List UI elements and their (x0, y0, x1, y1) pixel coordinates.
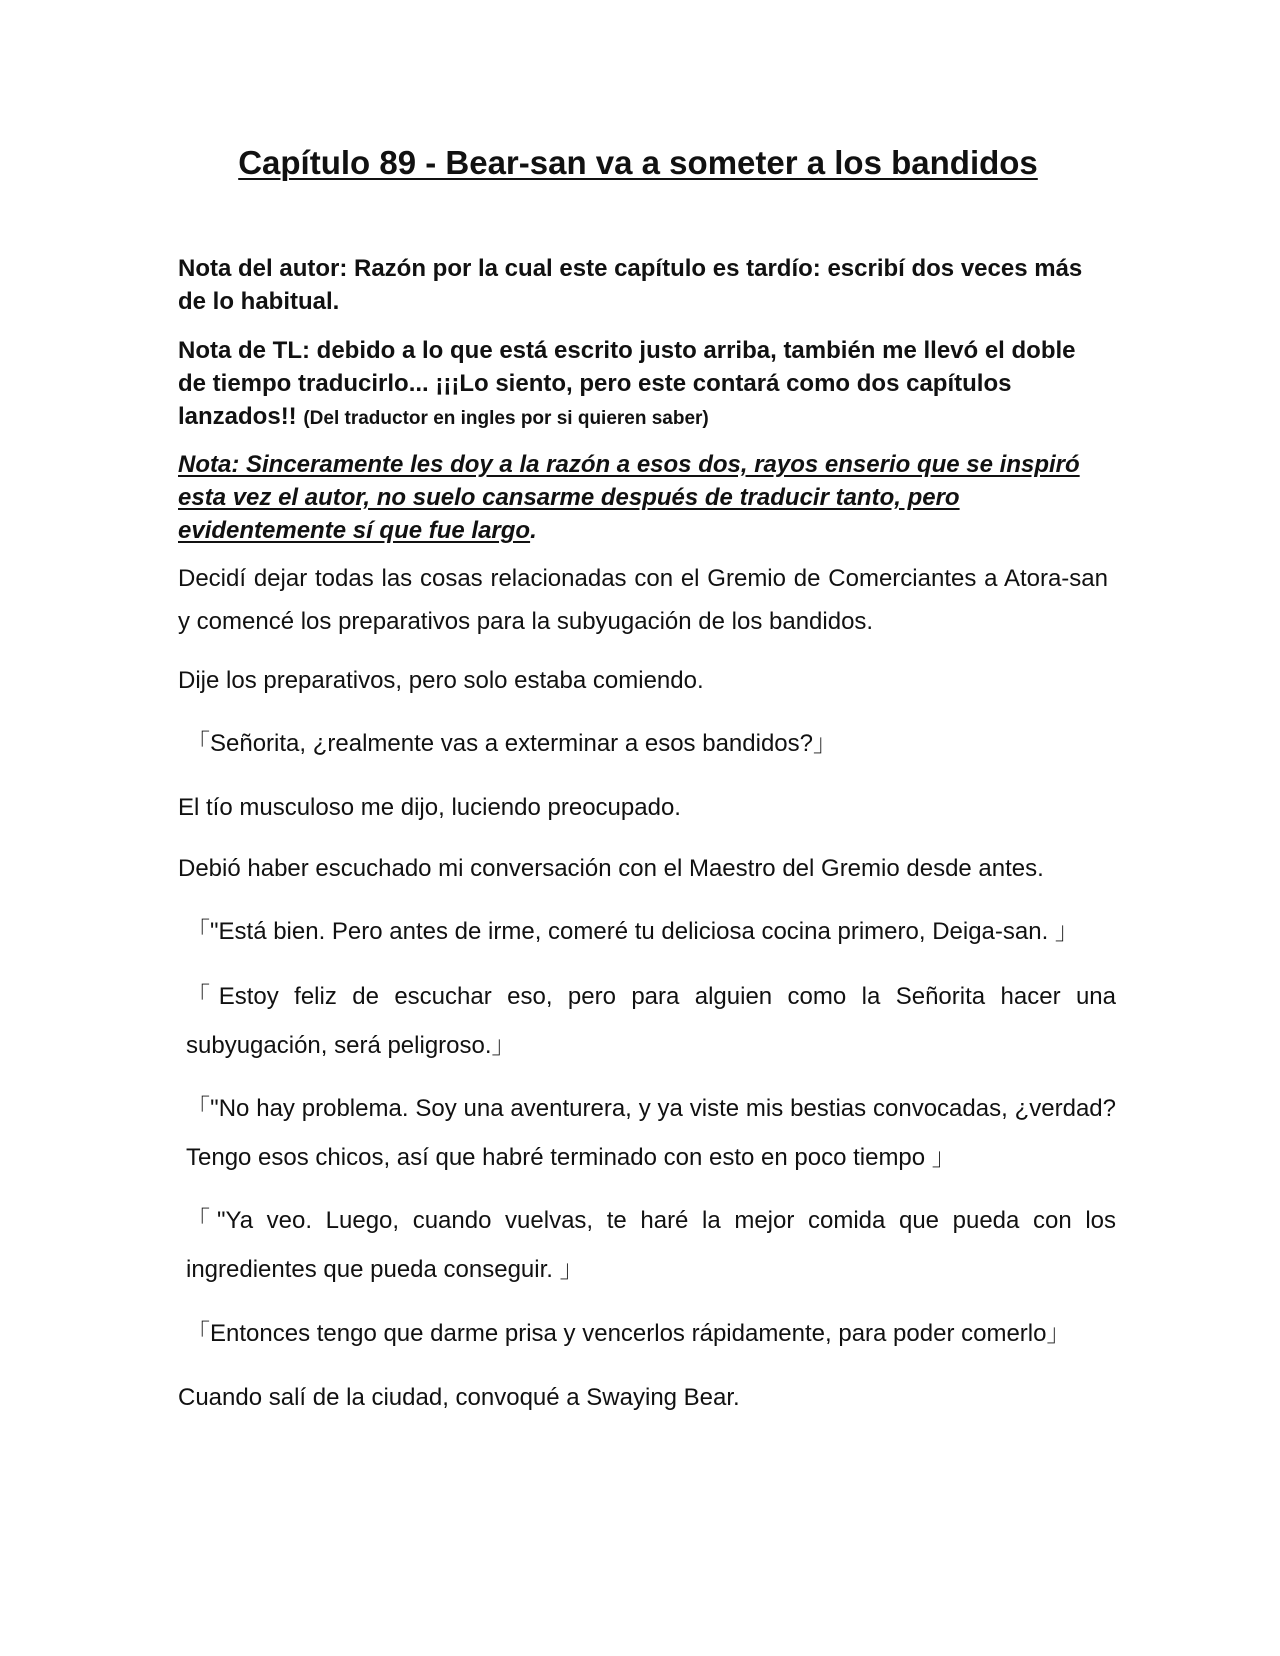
dialogue-line: 「Estoy feliz de escuchar eso, pero para alguien como la Señorita hacer una subyugación, será peligroso.」 (186, 983, 1116, 1059)
story-paragraph: El tío musculoso me dijo, luciendo preocupado. (178, 794, 681, 821)
translator-note-small: (Del traductor en ingles por si quieren saber) (303, 408, 709, 429)
dialogue-line: 「Entonces tengo que darme prisa y vencerlos rápidamente, para poder comerlo」 (186, 1320, 1071, 1347)
story-paragraph: Decidí dejar todas las cosas relacionadas con el Gremio de Comerciantes a Atora-san y comencé los preparativos para la subyugación de los bandidos. (178, 565, 1108, 635)
translator-note-main: Nota de TL: debido a lo que está escrito justo arriba, también me llevó el doble de tiempo traducirlo... ¡¡¡Lo siento, pero este contará como dos capítulos lanzados!! (178, 337, 1076, 430)
story-paragraph: Cuando salí de la ciudad, convoqué a Swaying Bear. (178, 1384, 740, 1411)
author-note: Nota del autor: Razón por la cual este capítulo es tardío: escribí dos veces más de lo habitual. (178, 255, 1083, 315)
dialogue-line: 「"Está bien. Pero antes de irme, comeré tu deliciosa cocina primero, Deiga-san. 」 (186, 918, 1079, 945)
story-paragraph: Dije los preparativos, pero solo estaba comiendo. (178, 667, 704, 694)
translator-note (178, 334, 1108, 435)
spanish-translator-note (178, 448, 1108, 547)
dialogue-line: 「Señorita, ¿realmente vas a exterminar a esos bandidos?」 (186, 730, 837, 757)
chapter-title: Capítulo 89 - Bear-san va a someter a los bandidos (238, 144, 1038, 181)
story-paragraph: Debió haber escuchado mi conversación con el Maestro del Gremio desde antes. (178, 855, 1044, 882)
spanish-translator-note-end: . (530, 517, 537, 544)
dialogue-line: 「"Ya veo. Luego, cuando vuelvas, te haré la mejor comida que pueda con los ingredientes que pueda conseguir. 」 (186, 1207, 1116, 1283)
dialogue-line: 「"No hay problema. Soy una aventurera, y ya viste mis bestias convocadas, ¿verdad? Tengo esos chicos, así que habré terminado con esto en poco tiempo 」 (186, 1095, 1116, 1171)
spanish-translator-note-text: Nota: Sinceramente les doy a la razón a esos dos, rayos enserio que se inspiró esta vez el autor, no suelo cansarme después de traducir tanto, pero evidentemente sí que fue largo (178, 451, 1080, 544)
